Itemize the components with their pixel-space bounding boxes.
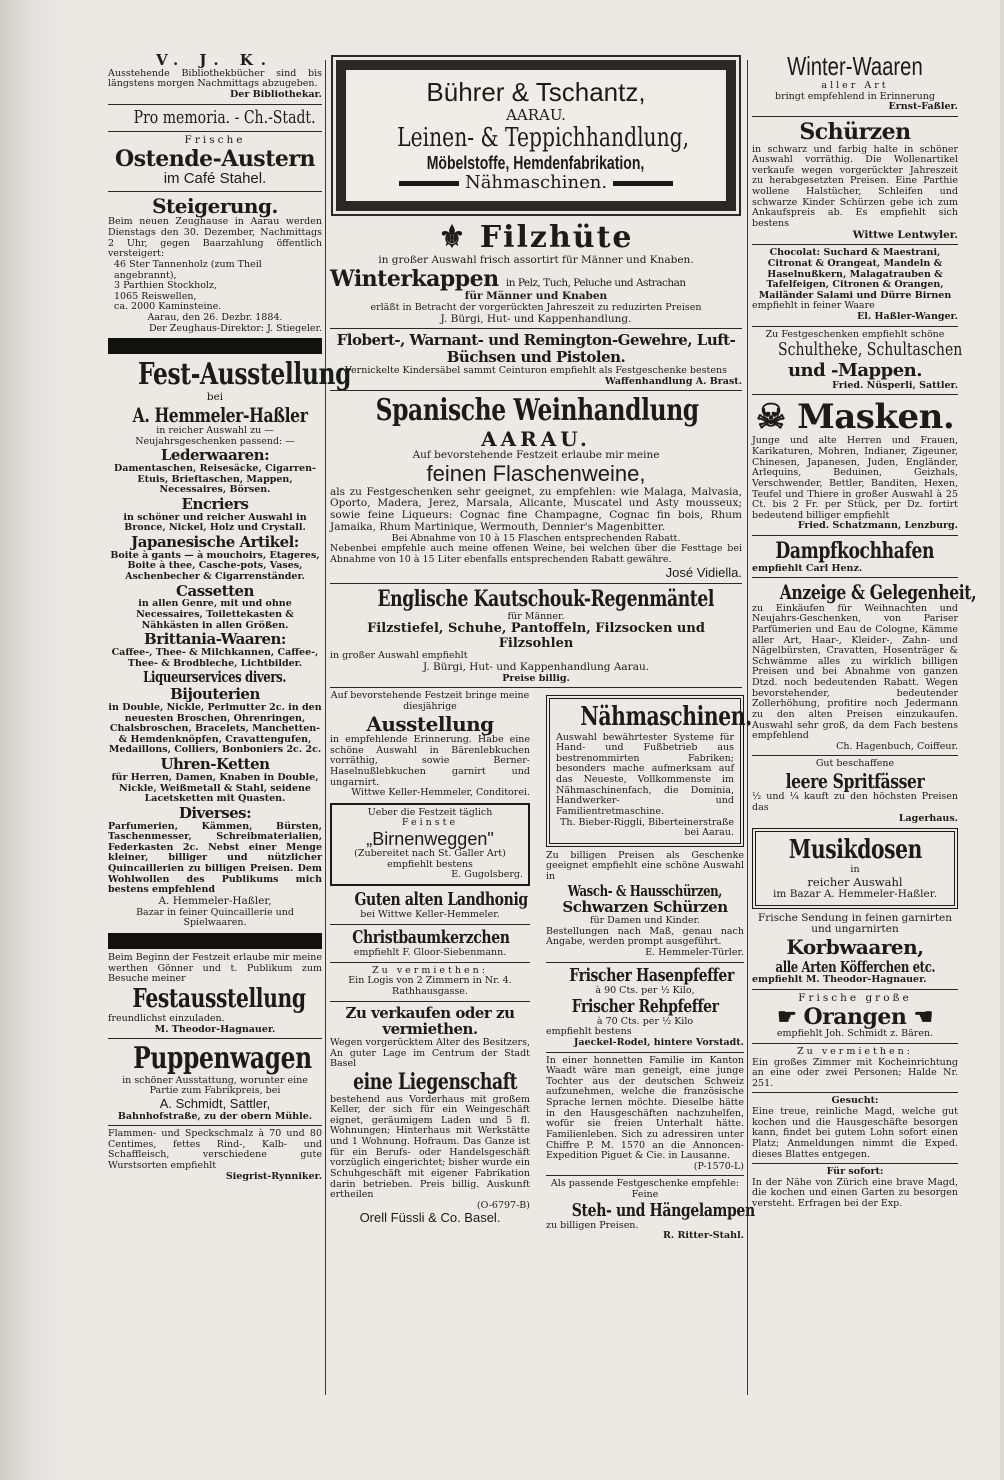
fest-bei: bei — [206, 390, 224, 403]
verk-sign: Orell Füssli & Co. Basel. — [359, 1210, 501, 1226]
divider — [108, 104, 322, 105]
choc-sign: El. Haßler-Wanger. — [857, 311, 958, 323]
pointing-hand-icon: ☚ — [906, 1003, 933, 1030]
steig-items — [108, 260, 322, 313]
divider — [330, 687, 742, 688]
puppen-firm: A. Schmidt, Sattler, — [159, 1096, 271, 1111]
pro-memoria: Pro memoria. - Ch.-Stadt. — [133, 106, 316, 128]
winter-waaren-title: Winter-Waaren — [787, 51, 923, 81]
span-sign: José Vidiella. — [665, 564, 742, 580]
uhr-text: für Herren, Damen, Knaben in Double, Nickle, Weißmetall & Stahl, seidene Lacetsketten mit Quasten. — [111, 771, 319, 805]
ges-heading: Gesucht: — [831, 1095, 879, 1107]
brit-heading: Brittania-Waaren: — [144, 630, 286, 649]
divider — [108, 131, 322, 132]
flobert-sign: Waffenhandlung A. Brast. — [605, 375, 742, 387]
verk-text1: Wegen vorgerücktem Alter des Besitzers, An guter Lage im Centrum der Stadt Basel — [330, 1037, 530, 1070]
bij-text: in Double, Nickle, Perlmutter 2c. in den neuesten Broschen, Ohrenringen, Chalsbroschen, Bracelets, Manchetten- & Hemdenknöpfen, Cravattengufen, Medaillons, Colliers, Bonboniers 2c. 2c. — [108, 701, 322, 756]
aus-sign: Wittwe Keller-Hemmeler, Conditorei. — [351, 787, 530, 799]
black-bar — [108, 338, 322, 354]
zv-heading: Zu vermiethen: — [797, 1045, 913, 1057]
steig-title: Steigerung. — [152, 194, 278, 218]
schult-intro: Zu Festgeschenken empfiehlt schöne — [765, 328, 945, 340]
span-text3: Nebenbei empfehle auch meine offenen Weine, bei welchen über die Festtage bei Abnahme von 10 à 15 Liter ebenfalls entsprechenden Rabatt gewähre. — [330, 543, 742, 565]
divider — [752, 577, 958, 578]
oran-title: Orangen — [803, 1003, 907, 1030]
flammen-sign: Siegrist-Rynniker. — [225, 1170, 322, 1182]
span-intro: Auf bevorstehende Festzeit erlaube mir meine — [412, 449, 660, 462]
sprit-text: ½ und ¼ kauft zu den höchsten Preisen das — [752, 791, 958, 814]
frame-line2: Möbelstoffe, Hemdenfabrikation, — [427, 153, 645, 174]
jap-text: Boite à gants — à mouchoirs, Etageres, Boite à thee, Casche-pots, Vases, Aschenbecher & Cigarrenständer. — [110, 549, 320, 583]
flammen-text: Flammen- und Speckschmalz à 70 und 80 Centimes, fettes Rind-, Kalb- und Schaffleisch, verschiedene gute Wurstsorten empfiehlt — [108, 1128, 322, 1172]
bij-heading: Bijouterien — [170, 685, 260, 704]
middle-sub-right — [546, 691, 755, 1242]
divider — [330, 583, 742, 584]
fest-firm: A. Hemmeler-Haßler — [132, 402, 308, 427]
masken-title: ☠ Masken. — [755, 397, 955, 438]
zv-text: Ein großes Zimmer mit Kocheinrichtung an eine oder zwei Personen; Halde Nr. 251. — [752, 1056, 958, 1089]
frame-city: AARAU. — [506, 106, 566, 125]
reh-sub: empfiehlt bestens — [546, 1026, 632, 1038]
span-text1: als zu Festgeschenken sehr geeignet, zu empfehlen: wie Malaga, Malvasia, Oporto, Madera, Jerez, Marsala, Alicante, Muscatel und Asty mousseux; sowie feine Liqueurs: Cognac fine Champagne, Cognac fin bois, Rhum Jamaika, Rhum Martinique, Wermouth, Dennier's Magenbitter. — [330, 485, 742, 533]
birn-box — [330, 803, 530, 886]
aus-text: in empfehlende Erinnerung. Habe eine schöne Auswahl in Bärenlebkuchen vorräthig, sowie Berner-Haselnußlebkuchen garnirt und ungarnirt. — [330, 734, 530, 788]
korb-title2: alle Arten Köfferchen etc. — [775, 957, 935, 976]
divider — [752, 116, 958, 117]
birn-feinste: Feinste — [401, 817, 459, 829]
land-sign: bei Wittwe Keller-Hemmeler. — [360, 909, 500, 921]
leder-text: Damentaschen, Reisesäcke, Cigarren-Etuis, Brieftaschen, Mappen, Necessaires, Börsen. — [114, 463, 316, 496]
jap-heading: Japanesische Artikel: — [131, 532, 299, 551]
choc-text: Chocolat: Suchard & Maestrani, Citronat & Orangeat, Mandeln & Haselnußkern, Malagatrauben & Tafelfeigen, Citronen & Orangen, Mailänder Salami und Dürre Birnen — [758, 247, 952, 301]
div-heading: Diverses: — [178, 803, 252, 822]
winter-t2: für Männer und Knaben — [464, 290, 608, 303]
eng-sign: J. Bürgi, Hut- und Kappenhandlung Aarau. — [422, 661, 650, 674]
span-text2: Bei Abnahme von 10 à 15 Flaschen entsprechenden Rabatt. — [391, 532, 681, 544]
naeh-text: Auswahl bewährtester Systeme für Hand- und Fußbetrieb aus bestrenommirten Fabriken; besonders mache aufmerksam auf das Neueste, Vollkommenste im Nähmaschinenfach, die Dominia, Handwerker- und Familientretmaschine. — [556, 731, 734, 817]
land-title: Guten alten Landhonig — [354, 889, 528, 911]
cafe-line: im Café Stahel. — [163, 170, 267, 188]
eng-line: Filzstiefel, Schuhe, Pantoffeln, Filzsocken und Filzsohlen — [367, 621, 705, 651]
schuerz-text: in schwarz und farbig halte in schöner Auswahl vorräthig. Die Wollenartikel verkaufe wegen vorgerückter Jahreszeit zu herabgesetzten Preisen. Eine Parthie wollene Halstücher, Schleifen und schwarze Kinder Schürzen gebe ich zum Ankaufspreis ab. Es empfiehlt sich bestens — [752, 143, 958, 229]
frame-line1: Leinen- & Teppichhandlung, — [397, 122, 690, 153]
dampf-title: Dampfkochhafen — [775, 538, 935, 564]
wasch-text: Bestellungen nach Maß, genau nach Angabe, werden prompt ausgeführt. — [546, 925, 744, 948]
encriers-text: in schöner und reicher Auswahl in Bronce, Nickel, Holz und Crystall. — [123, 511, 307, 534]
fa-title: Festausstellung — [132, 983, 306, 1014]
frame-firm: Bührer & Tschantz, — [426, 77, 646, 107]
oran-title-row — [752, 1005, 958, 1030]
eng-preise: Preise billig. — [502, 672, 570, 684]
divider — [108, 1038, 322, 1039]
wasch-title: Wasch- & Hausschürzen, — [567, 881, 723, 900]
birn-intro: Ueber die Festzeit täglich — [367, 806, 493, 818]
naeh-title: Nähmaschinen. — [580, 702, 752, 733]
span-city: AARAU. — [481, 426, 591, 451]
ostende-title: Ostende-Austern — [115, 145, 315, 172]
fam-text: In einer honnetten Familie im Kanton Waadt wäre man geneigt, eine junge Tochter aus der deutschen Schweiz aufzunehmen, welche die französische Sprache lernen möchte. Dieselbe hätte in den Hausgeschäften nachzuhelfen, wofür sie freien Unterhalt hätte. Familienleben. Sich zu adressiren unter Chiffre P. M. 1570 an die Annoncen-Expedition Piguet & Cie. in Lausanne. — [546, 1054, 744, 1162]
middle-subcolumns — [330, 690, 755, 1242]
wasch-sub: für Damen und Kinder. — [589, 915, 701, 927]
eng-title: Englische Kautschouk-Regenmäntel — [377, 586, 715, 613]
dash-left — [399, 181, 459, 186]
lamp-intro: Als passende Festgeschenke empfehle: Feine — [550, 1178, 740, 1201]
winter-title: Winterkappen in Pelz, Tuch, Peluche und Astrachan — [330, 265, 686, 292]
steig-item: 46 Ster Tannenholz (zum Theil angebrannt), — [114, 258, 262, 281]
black-bar — [108, 933, 322, 949]
steig-item: 1065 Reiswellen, — [114, 290, 197, 302]
page-fold-shadow — [0, 0, 62, 1480]
hat-icon: ⚜ — [438, 220, 480, 256]
sprit-sign: Lagerhaus. — [898, 812, 958, 824]
flobert-text: Vernickelte Kindersäbel sammt Ceinturon empfiehlt als Festgeschenke bestens — [345, 365, 727, 377]
column-right — [752, 51, 977, 1210]
column-left — [108, 51, 352, 1182]
puppen-title: Puppenwagen — [133, 1041, 312, 1077]
dampf-sign: empfiehlt Carl Henz. — [752, 562, 863, 574]
lamp-title: Steh- und Hängelampen — [571, 1199, 755, 1221]
filz-sub: in großer Auswahl frisch assortirt für Männer und Knaben. — [378, 253, 694, 266]
hasen-price: à 90 Cts. per ½ Kilo, — [595, 984, 695, 996]
cas-text: in allen Genre, mit und ohne Necessaires, Toilettekasten & Nähkästen in allen Größen. — [136, 598, 294, 631]
birn-sign: E. Gugolsberg. — [451, 869, 523, 881]
reh-price: à 70 Cts. per ½ Kilo — [596, 1015, 694, 1027]
wasch-sign: E. Hemmeler-Türler. — [645, 947, 744, 959]
divider — [546, 1175, 744, 1176]
aus-title: Ausstellung — [366, 711, 494, 736]
divider — [752, 244, 958, 245]
choc-sub: empfiehlt in feiner Waare — [752, 300, 875, 312]
puppen-text: in schöner Ausstattung, worunter eine Partie zum Fabrikpreis, bei — [122, 1074, 308, 1097]
brit-text: Caffee-, Thee- & Milchkannen, Caffee-, Thee- & Brodbleche, Lichtbilder. — [111, 647, 319, 669]
winter-text: bringt empfehlend in Erinnerung — [775, 90, 935, 102]
fam-code: (P-1570-L) — [693, 1160, 744, 1172]
verk-title: eine Liegenschaft — [353, 1068, 518, 1095]
divider — [752, 989, 958, 990]
div-sign: A. Hemmeler-Haßler, — [158, 894, 272, 907]
cas-heading: Cassetten — [176, 581, 254, 600]
fa-text: Beim Beginn der Festzeit erlaube mir meine werthen Gönner und t. Publikum zum Besuche meiner — [108, 951, 322, 985]
reh-title: Frischer Rehpfeffer — [571, 995, 719, 1017]
divider — [752, 1092, 958, 1093]
column-middle — [330, 52, 755, 1242]
schuerz-title: Schürzen — [799, 118, 911, 145]
divider — [752, 1163, 958, 1164]
divider — [330, 962, 530, 963]
verk-text2: bestehend aus Vorderhaus mit großem Keller, der sich für ein Weingeschäft eignet, geräumigem Laden und 5 fl. Wohnungen; Hinterhaus mit Werkstätte und 1 Wohnung. Hofraum. Das Ganze ist für ein Berufs- oder Handelsgeschäft vorzüglich eingerichtet; bisher wurde ein Schuhgeschäft mit eigener Fabrikation darin betrieben. Preis billig. Auskunft ertheilen — [330, 1093, 530, 1201]
korb-intro: Frische Sendung in feinen garnirten und ungarnirten — [757, 911, 953, 936]
steig-date: Aarau, den 26. Dezbr. 1884. — [147, 312, 283, 324]
fs-heading: Für sofort: — [826, 1166, 884, 1178]
div-addr: Bazar in feiner Quincaillerie und Spielwaaren. — [136, 906, 294, 929]
divider — [330, 390, 742, 391]
frame-line3: Nähmaschinen. — [464, 172, 608, 194]
fa-sub: freundlichst einzuladen. — [108, 1012, 225, 1024]
verk-heading: Zu verkaufen oder zu vermiethen. — [345, 1003, 515, 1039]
pointing-hand-icon: ☛ — [777, 1003, 804, 1030]
bib-text: Ausstehende Bibliothekbücher sind bis längstens morgen Nachmittags abzugeben. — [108, 67, 322, 90]
flobert-title: Flobert-, Warnant- und Remington-Gewehre, Luft-Büchsen und Pistolen. — [336, 331, 736, 367]
schult-sign: Fried. Nüsperli, Sattler. — [832, 379, 958, 391]
musik-box — [752, 828, 958, 908]
divider — [546, 1052, 744, 1053]
musik-t1: in — [850, 864, 860, 876]
divider — [108, 1125, 322, 1126]
birn-title: „Birnenweggen" — [366, 829, 494, 850]
hasen-title: Frischer Hasenpfeffer — [569, 964, 734, 986]
bib-sign: Der Bibliothekar. — [230, 89, 322, 101]
div-text: Parfumerien, Kämmen, Bürsten, Taschenmesser, Schreibmaterialien, Federkasten 2c. Nebst einer Menge kleiner, billiger und nützlicher Quincaillerien zu billigen Preisen. Dem Wohlwollen des Publikums mich bestens empfehlend — [108, 820, 322, 896]
filz-title: ⚜ Filzhüte — [438, 220, 634, 256]
span-title: Spanische Weinhandlung — [375, 393, 699, 429]
buehrer-ad-frame — [336, 60, 736, 211]
sprit-title: leere Spritfässer — [785, 769, 925, 794]
korb-title: Korbwaaren, — [786, 935, 924, 960]
fest-title: Fest-Ausstellung — [138, 357, 352, 393]
schuerz-sign: Wittwe Lentwyler. — [852, 228, 958, 241]
schult-title2: und -Mappen. — [787, 359, 923, 381]
sprit-intro: Gut beschaffene — [815, 758, 895, 770]
vjk-header: V. J. K. — [155, 51, 275, 69]
dash-right — [613, 181, 673, 186]
lamp-sign: R. Ritter-Stahl. — [662, 1230, 744, 1242]
column-rule-1 — [325, 60, 326, 1395]
naeh-sign: Th. Bieber-Riggli, Biberteinerstraße bei Aarau. — [560, 816, 734, 839]
devil-mask-icon: ☠ — [755, 397, 798, 438]
lamp-sub: zu billigen Preisen. — [546, 1219, 639, 1231]
divider — [330, 328, 742, 329]
divider — [108, 191, 322, 192]
liq-heading: Liqueurservices divers. — [143, 668, 287, 687]
korb-sign: empfiehlt M. Theodor-Hagnauer. — [752, 974, 927, 986]
span-big: feinen Flaschenweine, — [426, 461, 646, 486]
divider — [330, 924, 530, 925]
ges-text: Eine treue, reinliche Magd, welche gut kochen und die Hausgeschäfte besorgen kann, findet bei gutem Lohn sofort einen Platz; Anmeldungen nimmt die Exped. dieses Blattes entgegen. — [752, 1106, 958, 1160]
divider — [752, 535, 958, 536]
fest-sub: in reicher Auswahl zu — Neujahrsgeschenken passend: — — [135, 425, 295, 447]
christ-sign: empfiehlt F. Gloor-Siebenmann. — [353, 947, 507, 958]
wasch-title2: Schwarzen Schürzen — [562, 898, 728, 917]
winter-sign: J. Bürgi, Hut- und Kappenhandlung. — [440, 312, 632, 325]
musik-title: Musikdosen — [788, 835, 922, 866]
anz-text: zu Einkäufen für Weihnachten und Neujahrs-Geschenken, von Pariser Parfümerien und Eau de Cologne, Kämme aller Art, Haar-, Kleider-, Zahn- und Nägelbürsten, Cravatten, Hosenträger & Schwämme alles zu wirklich billigen Preisen und bei Abnahme von ganzen Dtzd. noch bedeutenden Rabatt. Wegen bevorstehender, bedeutender Zollerhöhung, profitire noch Jedermann zu den alten Preisen einzukaufen. Auswahl sehr groß, da dem Fach bestens empfehlend — [752, 602, 958, 742]
verk-code: (O-6797-B) — [476, 1199, 530, 1211]
reh-sign: Jaeckel-Rodel, hintere Vorstadt. — [573, 1036, 744, 1048]
winter-sub: aller Art — [821, 80, 889, 92]
uhr-heading: Uhren-Ketten — [160, 755, 270, 774]
steig-sign: Der Zeughaus-Direktor: J. Stiegeler. — [148, 322, 322, 334]
divider — [752, 1043, 958, 1044]
eng-text: in großer Auswahl empfiehlt — [330, 650, 468, 662]
divider — [330, 1001, 530, 1002]
encriers-heading: Encriers — [181, 494, 249, 513]
birn-sub: (Zubereitet nach St. Galler Art) empfiehlt bestens — [354, 848, 506, 870]
wasch-intro: Zu billigen Preisen als Geschenke geeignet empfiehlt eine schöne Auswahl in — [546, 849, 744, 882]
divider — [546, 962, 744, 963]
aus-intro: Auf bevorstehende Festzeit bringe meine diesjährige — [330, 690, 530, 713]
verm-text: Ein Logis von 2 Zimmern in Nr. 4. Rathhausgasse. — [348, 975, 512, 997]
musik-t3: im Bazar A. Hemmeler-Haßler. — [773, 887, 937, 900]
schult-title: Schultheke, Schultaschen — [777, 339, 963, 361]
frame-line3-row — [356, 173, 716, 193]
leder-heading: Lederwaaren: — [160, 446, 270, 465]
divider — [752, 394, 958, 395]
winter-sign: Ernst-Faßler. — [888, 101, 958, 113]
fs-text: In der Nähe von Zürich eine brave Magd, die kochen und einen Garten zu besorgen versteht. Erfragen bei der Exp. — [752, 1176, 958, 1210]
fa-sign: M. Theodor-Hagnauer. — [154, 1023, 276, 1035]
middle-sub-left — [330, 691, 530, 1242]
anz-title: Anzeige & Gelegenheit, — [779, 580, 977, 605]
masken-sign: Fried. Schatzmann, Lenzburg. — [797, 520, 958, 532]
masken-text: Junge und alte Herren und Frauen, Karikaturen, Mohren, Indianer, Zigeuner, Chinesen, Japanesen, Juden, Engländer, Arlequins, Beduinen, Geizhals, Verschwender, Bettler, Banditen, Hexen, Teufel und Thiere in großer Auswahl à 25 Ct. bis 2 Fr. per Stück, per Dz. fortirt bedeutend billiger empfiehlt — [752, 435, 958, 521]
divider — [752, 326, 958, 327]
steig-text: Beim neuen Zeughause in Aarau werden Dienstags den 30. Dezember, Nachmittags 2 Uhr, gegen Baarzahlung öffentlich versteigert: — [108, 216, 322, 260]
oran-intro: Frische große — [798, 991, 912, 1004]
anz-sign: Ch. Hagenbuch, Coiffeur. — [836, 740, 958, 752]
oran-sign: empfiehlt Joh. Schmidt z. Bären. — [776, 1028, 934, 1040]
divider — [752, 755, 958, 756]
verm-heading: Zu vermiethen: — [372, 964, 488, 976]
steig-item: ca. 2000 Kaminsteine. — [114, 301, 222, 313]
winter-t3: erläßt in Betracht der vorgerückten Jahreszeit zu reduzirten Preisen — [370, 302, 702, 314]
frische-label: Frische — [184, 133, 246, 146]
steig-item: 3 Parthien Stockholz, — [114, 280, 217, 292]
eng-sub: für Männer. — [507, 610, 565, 622]
christ-title: Christbaumkerzchen — [352, 926, 510, 948]
naeh-box — [546, 695, 752, 846]
musik-t2: reicher Auswahl — [807, 875, 903, 890]
puppen-addr: Bahnhofstraße, zu der obern Mühle. — [117, 1110, 313, 1122]
